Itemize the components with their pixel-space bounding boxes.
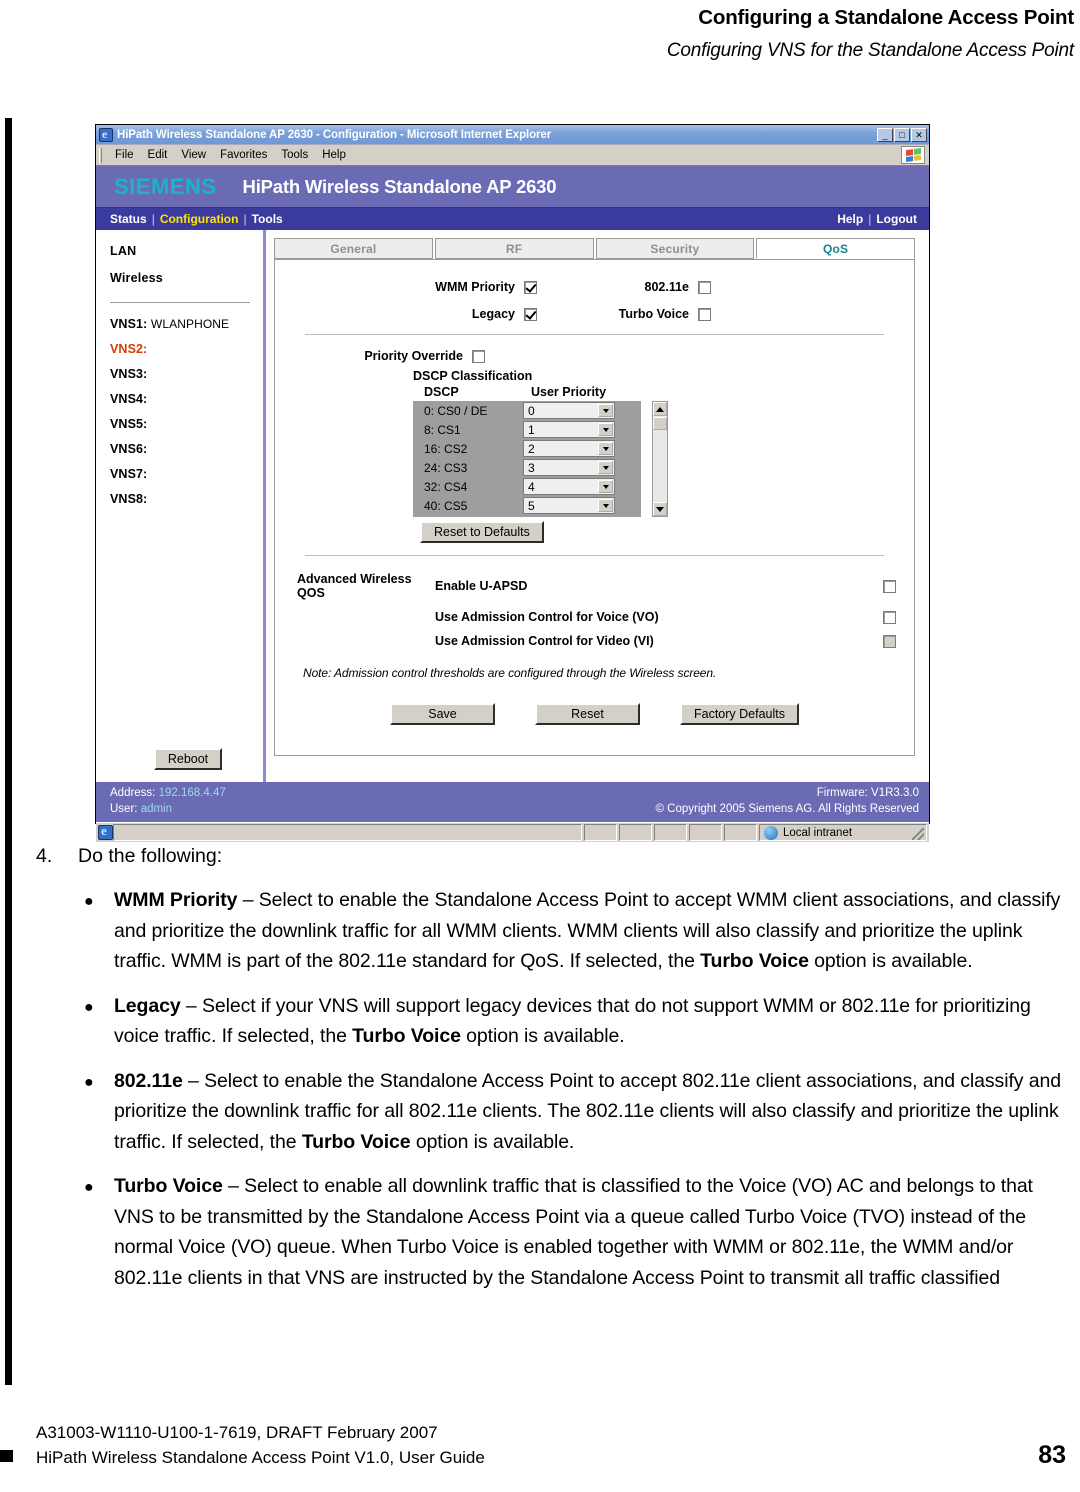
legacy-label: Legacy [471,307,515,321]
status-pane-1 [584,824,617,841]
change-bar-mark [5,118,12,1385]
qos-primary-checks [275,260,914,321]
minimize-button[interactable]: _ [877,128,893,142]
dscp-name: 32: CS4 [424,479,468,494]
sidebar-item-wireless[interactable]: Wireless [110,271,163,285]
dscp-name: 40: CS5 [424,498,468,513]
admission-control-voice-checkbox[interactable] [883,611,896,624]
menubar-grip[interactable] [99,148,102,163]
status-pane-5 [724,824,757,841]
turbo-voice-label: Turbo Voice [618,307,689,321]
dscp-column-headers [413,385,914,399]
uapsd-row [275,572,914,600]
qos-tab-panel [274,259,915,756]
chevron-down-icon[interactable] [598,423,613,436]
nav-item-help[interactable]: Help [837,212,864,226]
app-footer-right [655,785,919,822]
dscp-name: 24: CS3 [424,460,468,475]
user-priority-value: 1 [528,422,535,437]
menu-item-tools[interactable]: Tools [281,149,309,161]
bullet-marker: ● [84,998,94,1016]
status-pane-2 [619,824,652,841]
list-item [84,991,1076,1052]
status-message-pane [113,824,582,841]
wmm-priority-label: WMM Priority [435,280,515,294]
priority-override-label: Priority Override [364,349,463,363]
reboot-button-wrap [110,748,266,782]
document-body [36,842,1076,1307]
vns4-label: VNS4: [110,392,148,406]
vns8-label: VNS8: [110,492,148,506]
address-line [110,785,655,801]
app-banner [96,166,929,208]
user-priority-select[interactable] [523,402,615,419]
bullet-list [36,885,1076,1293]
sidebar-item-vns7[interactable] [110,467,263,481]
save-button[interactable]: Save [390,703,495,725]
doc-id-line: A31003-W1110-U100-1-7619, DRAFT February 2007 [36,1423,438,1442]
sidebar-item-vns2[interactable] [110,342,263,356]
tab-general[interactable]: General [274,238,433,259]
dscp-table-wrap [413,401,914,517]
sidebar-item-vns6[interactable] [110,442,263,456]
admission-control-video-label: Use Admission Control for Video (VI) [435,634,654,648]
windows-logo-icon [901,146,925,164]
nav-separator: | [151,212,155,226]
dscp-name: 8: CS1 [424,422,461,437]
legacy-turbo-row [275,307,914,321]
qos-action-buttons [275,680,914,725]
vns5-label: VNS5: [110,417,148,431]
firmware-version: Firmware: V1R3.3.0 [816,787,919,799]
user-priority-value: 0 [528,403,535,418]
priority-override-row [275,335,914,363]
list-item [84,1171,1076,1293]
user-priority-value: 3 [528,460,535,475]
user-priority-value: 5 [528,498,535,513]
menu-item-view[interactable]: View [181,149,207,161]
tabstrip [274,238,915,259]
step-text: Do the following: [78,845,223,867]
doc-title-line: HiPath Wireless Standalone Access Point V1.0, User Guide [36,1448,485,1467]
enable-uapsd-checkbox[interactable] [883,580,896,593]
tab-security[interactable]: Security [596,238,755,259]
legacy-checkbox[interactable] [524,308,537,321]
app-footer-left [110,785,655,822]
chevron-down-icon[interactable] [598,480,613,493]
reset-button[interactable]: Reset [535,703,640,725]
chevron-down-icon[interactable] [598,442,613,455]
sidebar-item-vns5[interactable] [110,417,263,431]
dscp-section-title: DSCP Classification [413,369,533,383]
enable-uapsd-label: Enable U-APSD [435,579,528,593]
sidebar-divider [110,302,250,303]
tab-rf[interactable]: RF [435,238,594,259]
nav-item-status[interactable]: Status [110,212,147,226]
reboot-button[interactable]: Reboot [154,748,222,770]
vns2-label: VNS2: [110,342,148,356]
user-priority-select[interactable] [523,459,615,476]
reset-to-defaults-button[interactable]: Reset to Defaults [420,521,544,543]
dscp-col-header: DSCP [424,385,459,399]
bullet-text: Legacy – Select if your VNS will support legacy devices that do not support WMM or 802.11e for prioritizing voice traffic. If selected, the Turbo Voice option is available. [114,994,1031,1047]
ie-status-icon [98,825,113,840]
scroll-up-group [653,402,667,430]
bullet-text: WMM Priority – Select to enable the Standalone Access Point to accept WMM client associations, and classify and prioritize the downlink traffic for all WMM clients. WMM clients will also classify and prioritize the uplink traffic. WMM is part of the 802.11e standard for QoS. If selected, the Turbo Voice option is available. [114,889,1061,972]
table-row [413,496,641,515]
nav-separator: | [868,212,872,226]
app-navbar [96,208,929,230]
wmm-dot11e-row [275,280,914,294]
app-title: HiPath Wireless Standalone AP 2630 [242,175,557,197]
scroll-down-icon[interactable] [653,502,667,516]
sidebar-item-vns4[interactable] [110,392,263,406]
bullet-marker: ● [84,1073,94,1091]
scroll-up-icon[interactable] [653,402,667,416]
browser-titlebar [96,125,929,145]
factory-defaults-button[interactable]: Factory Defaults [680,703,799,725]
admission-control-note: Note: Admission control thresholds are configured through the Wireless screen. [303,666,717,680]
sidebar-item-vns8[interactable] [110,492,263,506]
page-subtitle: Configuring VNS for the Standalone Access Point [666,40,1074,61]
bullet-marker: ● [84,1179,94,1196]
address-value: 192.168.4.47 [158,787,226,799]
turbo-voice-checkbox[interactable] [698,308,711,321]
globe-icon [764,826,778,840]
app-footer [96,782,929,822]
menu-item-edit[interactable]: Edit [147,149,168,161]
maximize-button[interactable]: □ [894,128,910,142]
table-row [413,420,641,439]
chevron-down-icon[interactable] [598,461,613,474]
user-priority-select[interactable] [523,497,615,514]
user-priority-value: 2 [528,441,535,456]
nav-item-tools[interactable]: Tools [251,212,283,226]
security-zone-label: Local intranet [783,826,853,839]
user-priority-select[interactable] [523,421,615,438]
address-label: Address: [110,787,156,799]
main-panel [266,230,929,782]
nav-item-configuration[interactable]: Configuration [159,212,239,226]
wmm-priority-checkbox[interactable] [524,281,537,294]
page-header [0,0,1080,65]
admission-control-voice-label: Use Admission Control for Voice (VO) [435,610,659,624]
table-row [413,439,641,458]
siemens-logo: SIEMENS [114,173,217,199]
scrollbar-thumb[interactable] [653,417,667,430]
table-row [413,458,641,477]
dot11e-checkbox[interactable] [698,281,711,294]
corner-registration-mark [0,1450,13,1462]
dot11e-label: 802.11e [644,280,689,294]
step-4 [36,842,1076,871]
sidebar [96,230,266,782]
vns7-label: VNS7: [110,467,148,481]
user-priority-select[interactable] [523,440,615,457]
app-body [96,230,929,782]
copyright-text: © Copyright 2005 Siemens AG. All Rights Reserved [655,803,919,815]
menu-item-favorites[interactable]: Favorites [220,149,268,161]
browser-menubar [96,145,929,166]
page-title: Configuring a Standalone Access Point [698,6,1074,29]
advanced-wireless-qos [275,556,914,680]
user-priority-col-header: User Priority [531,385,607,399]
list-item [84,885,1076,977]
ie-icon [99,128,113,142]
browser-window [95,124,930,839]
sidebar-item-vns1[interactable] [110,317,263,331]
status-pane-3 [654,824,687,841]
dscp-name: 16: CS2 [424,441,468,456]
user-value: admin [140,803,173,815]
browser-viewport [96,166,929,822]
close-button[interactable]: ✕ [911,128,927,142]
table-row [413,401,641,420]
security-zone-pane[interactable] [759,824,927,841]
nav-item-logout[interactable]: Logout [876,212,917,226]
nav-separator: | [243,212,247,226]
admission-control-video-checkbox[interactable] [883,635,896,648]
vns3-label: VNS3: [110,367,148,381]
user-priority-value: 4 [528,479,535,494]
sidebar-item-lan[interactable]: LAN [110,244,137,258]
table-row [413,477,641,496]
enable-uapsd-checkbox-wrap [874,580,914,593]
tab-qos[interactable]: QoS [756,238,915,259]
user-label: User: [110,803,138,815]
menu-item-file[interactable]: File [115,149,134,161]
bullet-text: Turbo Voice – Select to enable all downlink traffic that is classified to the Voice (VO) AC and belongs to that VNS to be transmitted by the Standalone Access Point via a queue called Turbo Voice (TVO) instead of the normal Voice (VO) queue. When Turbo Voice is enabled together with WMM or 802.11e, the WMM and/or 802.11e clients in that VNS are instructed by the Standalone Access Point to transmit all traffic classified [114,1175,1033,1289]
user-line [110,801,655,817]
admission-video-row [275,634,914,648]
status-pane-4 [689,824,722,841]
admission-control-voice-checkbox-wrap [874,611,914,624]
step-number: 4. [36,845,53,867]
vns1-value: WLANPHONE [150,317,230,331]
chevron-down-icon[interactable] [598,404,613,417]
user-priority-select[interactable] [523,478,615,495]
dscp-name: 0: CS0 / DE [424,403,488,418]
bullet-marker: ● [84,893,94,910]
sidebar-item-vns3[interactable] [110,367,263,381]
bullet-text: 802.11e – Select to enable the Standalone Access Point to accept 802.11e client associations, and classify and prioritize the downlink traffic for all 802.11e clients. The 802.11e clients will also classify and prioritize the uplink traffic. If selected, the Turbo Voice option is available. [114,1069,1061,1153]
menu-item-help[interactable]: Help [322,149,346,161]
vns1-label: VNS1: [110,317,148,331]
sidebar-spacer [110,517,263,748]
window-title: HiPath Wireless Standalone AP 2630 - Configuration - Microsoft Internet Explorer [117,128,552,141]
admission-control-video-checkbox-wrap [874,635,914,648]
vns6-label: VNS6: [110,442,148,456]
resize-grip-icon[interactable] [912,828,924,840]
chevron-down-icon[interactable] [598,499,613,512]
priority-override-checkbox[interactable] [472,350,485,363]
page-footer [36,1420,1066,1470]
window-controls [877,128,927,142]
scrollbar-track[interactable] [653,430,667,502]
page-footer-lines [36,1420,1028,1470]
advanced-wireless-qos-label: Advanced Wireless QOS [297,572,412,600]
dscp-classification-block [275,363,914,543]
page-number: 83 [1038,1441,1066,1469]
browser-statusbar [96,822,929,842]
dscp-scrollbar[interactable] [652,401,668,517]
reset-defaults-wrap [420,521,914,543]
dscp-table [413,401,641,517]
admission-voice-row [275,610,914,624]
list-item [84,1066,1076,1158]
